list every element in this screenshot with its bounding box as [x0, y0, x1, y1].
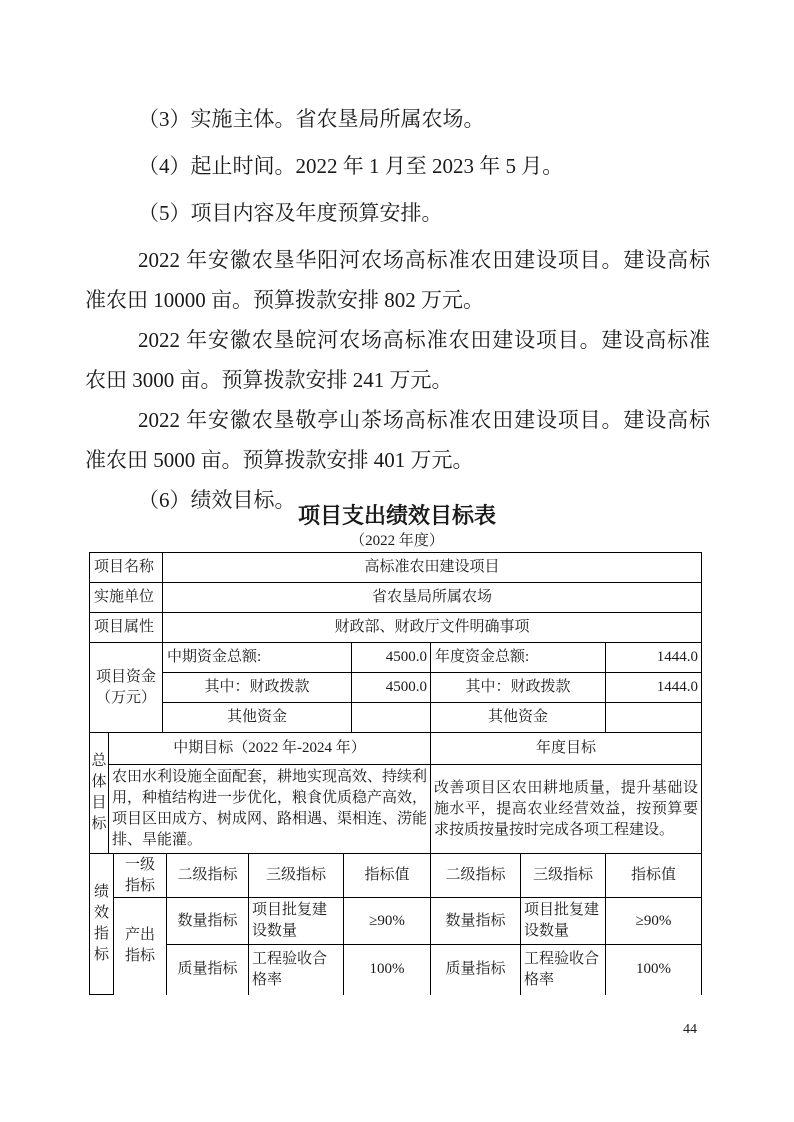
quality-indicator-label-annual: 质量指标 — [431, 945, 521, 995]
header-level3-mid: 三级指标 — [249, 854, 344, 898]
paragraph-item3: （3）实施主体。省农垦局所属农场。 — [138, 107, 485, 131]
quantity-indicator-name-annual: 项目批复建设数量 — [521, 898, 606, 945]
funding-label: 项目资金（万元） — [90, 643, 163, 733]
table-row — [90, 673, 702, 703]
table-row — [90, 583, 702, 613]
mid-other-label: 其他资金 — [163, 703, 352, 733]
overall-goal-table — [89, 732, 702, 854]
project-attribute-label: 项目属性 — [90, 613, 163, 643]
header-level1: 一级指标 — [114, 854, 167, 898]
annual-goal-header: 年度目标 — [431, 733, 702, 765]
header-level2-mid: 二级指标 — [167, 854, 249, 898]
table-subtitle: （2022 年度） — [350, 533, 444, 549]
annual-fiscal-label: 其中：财政拨款 — [431, 673, 606, 703]
paragraph-project-1: 2022 年安徽农垦华阳河农场高标准农田建设项目。建设高标准农田 10000 亩。预算拨款安排 802 万元。 — [85, 248, 710, 312]
basic-info-table — [89, 552, 702, 643]
quantity-indicator-label-annual: 数量指标 — [431, 898, 521, 945]
quantity-indicator-label-mid: 数量指标 — [167, 898, 249, 945]
header-level2-annual: 二级指标 — [431, 854, 521, 898]
table-row — [90, 854, 702, 898]
quantity-indicator-name-mid: 项目批复建设数量 — [249, 898, 344, 945]
funding-table — [89, 642, 702, 733]
paragraph-item6: （6）绩效目标。 — [138, 488, 296, 512]
table-title: 项目支出绩效目标表 — [297, 503, 496, 528]
quality-indicator-value-annual: 100% — [606, 945, 702, 995]
table-row — [90, 898, 702, 945]
annual-fiscal-value: 1444.0 — [606, 673, 702, 703]
implement-unit-value: 省农垦局所属农场 — [163, 583, 702, 613]
table-row — [90, 733, 702, 765]
performance-indicator-table — [89, 853, 702, 995]
implement-unit-label: 实施单位 — [90, 583, 163, 613]
quantity-indicator-value-mid: ≥90% — [344, 898, 431, 945]
annual-total-value: 1444.0 — [606, 643, 702, 673]
annual-other-label: 其他资金 — [431, 703, 606, 733]
annual-total-label: 年度资金总额: — [431, 643, 606, 673]
header-level3-annual: 三级指标 — [521, 854, 606, 898]
performance-label: 绩效指标 — [90, 854, 114, 995]
quality-indicator-name-mid: 工程验收合格率 — [249, 945, 344, 995]
project-name-label: 项目名称 — [90, 553, 163, 583]
quality-indicator-value-mid: 100% — [344, 945, 431, 995]
table-row — [90, 613, 702, 643]
paragraph-item5: （5）项目内容及年度预算安排。 — [138, 201, 443, 225]
project-attribute-value: 财政部、财政厅文件明确事项 — [163, 613, 702, 643]
mid-total-label: 中期资金总额: — [163, 643, 352, 673]
quality-indicator-name-annual: 工程验收合格率 — [521, 945, 606, 995]
annual-other-value — [606, 703, 702, 733]
annual-goal-text: 改善项目区农田耕地质量，提升基础设施水平，提高农业经营效益，按预算要求按质按量按时完成各项工程建设。 — [431, 765, 702, 854]
mid-other-value — [352, 703, 431, 733]
table-row — [90, 703, 702, 733]
table-row — [90, 553, 702, 583]
mid-goal-text: 农田水利设施全面配套，耕地实现高效、持续利用，种植结构进一步优化，粮食优质稳产高效，项目区田成方、树成网、路相遇、渠相连、涝能排、旱能灌。 — [109, 765, 431, 854]
mid-goal-header: 中期目标（2022 年-2024 年） — [109, 733, 431, 765]
table-row — [90, 945, 702, 995]
table-row — [90, 765, 702, 854]
body-text — [85, 99, 710, 520]
quantity-indicator-value-annual: ≥90% — [606, 898, 702, 945]
header-value-annual: 指标值 — [606, 854, 702, 898]
paragraph-project-3: 2022 年安徽农垦敬亭山茶场高标准农田建设项目。建设高标准农田 5000 亩。预算拨款安排 401 万元。 — [85, 408, 710, 472]
page-number: 44 — [683, 1022, 697, 1037]
mid-fiscal-value: 4500.0 — [352, 673, 431, 703]
mid-total-value: 4500.0 — [352, 643, 431, 673]
table-row — [90, 643, 702, 673]
header-value-mid: 指标值 — [344, 854, 431, 898]
quality-indicator-label-mid: 质量指标 — [167, 945, 249, 995]
mid-fiscal-label: 其中：财政拨款 — [163, 673, 352, 703]
paragraph-item4: （4）起止时间。2022 年 1 月至 2023 年 5 月。 — [138, 154, 564, 178]
performance-table-section — [0, 503, 794, 995]
output-indicator-label: 产出指标 — [114, 898, 167, 995]
paragraph-project-2: 2022 年安徽农垦皖河农场高标准农田建设项目。建设高标准农田 3000 亩。预算拨款安排 241 万元。 — [85, 328, 710, 392]
overall-goal-label: 总体目标 — [90, 733, 109, 854]
project-name-value: 高标准农田建设项目 — [163, 553, 702, 583]
